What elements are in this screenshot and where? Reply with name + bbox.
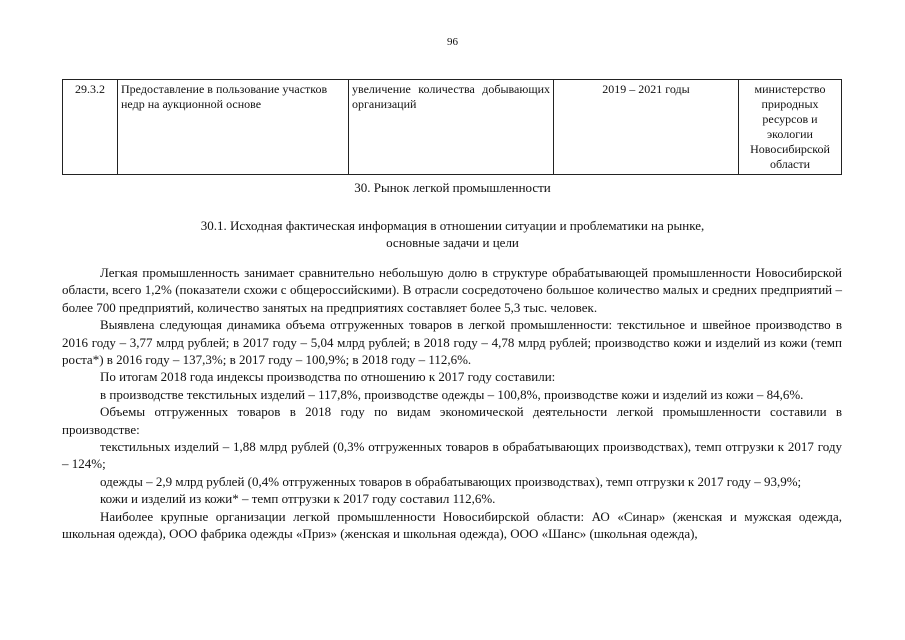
paragraph: Объемы отгруженных товаров в 2018 году по видам экономической деятельности легкой промышленности составили в производстве: <box>62 404 842 437</box>
paragraph: кожи и изделий из кожи* – темп отгрузки к 2017 году составил 112,6%. <box>100 491 496 507</box>
table-row <box>63 80 842 175</box>
paragraph: Легкая промышленность занимает сравнительно небольшую долю в структуре обрабатывающей промышленности Новосибирской области, всего 1,2% (показатели схожи с общероссийскими). В отрасли сосредоточено большое количество малых и средних предприятий – более 700 предприятий, количество занятых на предприятиях составляет более 5,3 тыс. человек. <box>62 265 842 315</box>
section-title: 30. Рынок легкой промышленности <box>354 180 551 195</box>
row-number: 29.3.2 <box>63 80 118 175</box>
body-text <box>62 264 842 543</box>
row-responsible: министерство природных ресурсов и экологии Новосибирской области <box>739 80 842 175</box>
row-result: увеличение количества добывающих организаций <box>349 80 554 175</box>
subsection-title: 30.1. Исходная фактическая информация в отношении ситуации и проблематики на рынке, основные задачи и цели <box>200 218 705 250</box>
page-number: 96 <box>447 36 458 48</box>
paragraph: Выявлена следующая динамика объема отгруженных товаров в легкой промышленности: текстильное и швейное производство в 2016 году – 3,77 млрд рублей; в 2017 году – 5,04 млрд рублей; в 2018 году – 4,78 млрд рублей; производство кожи и изделий из кожи (темп роста*) в 2016 году – 137,3%; в 2017 году – 100,9%; в 2018 году – 112,6%. <box>62 317 842 368</box>
row-period: 2019 – 2021 годы <box>554 80 739 175</box>
measures-table <box>62 79 842 175</box>
paragraph: Наиболее крупные организации легкой промышленности Новосибирской области: АО «Синар» (женская и мужская одежда, школьная одежда), ООО фабрика одежды «Приз» (женская и школьная одежда), ООО «Шанс» (школьная одежда), <box>62 508 842 542</box>
paragraph: одежды – 2,9 млрд рублей (0,4% отгруженных товаров в обрабатывающих производствах), темп отгрузки к 2017 году – 93,9%; <box>100 473 802 489</box>
paragraph: По итогам 2018 года индексы производства по отношению к 2017 году составили: <box>100 369 556 385</box>
row-action: Предоставление в пользование участков недр на аукционной основе <box>118 80 349 175</box>
paragraph: текстильных изделий – 1,88 млрд рублей (0,3% отгруженных товаров в обрабатывающих производствах), темп отгрузки к 2017 году – 124%; <box>62 439 842 472</box>
paragraph: в производстве текстильных изделий – 117,8%, производстве одежды – 100,8%, производстве кожи и изделий из кожи – 84,6%. <box>100 386 804 402</box>
